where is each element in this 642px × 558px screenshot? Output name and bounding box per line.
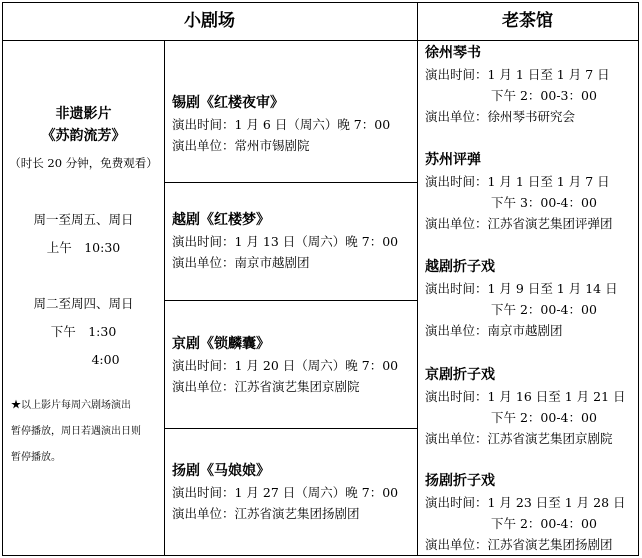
show-unit: 演出单位：江苏省演艺集团京剧院 xyxy=(172,379,360,394)
schedule2-days: 周二至周四、周日 xyxy=(33,296,134,311)
film-note-line1: ★以上影片每周六剧场演出 xyxy=(11,400,131,411)
teahouse-title: 苏州评弹 xyxy=(425,152,481,168)
show-divider-1 xyxy=(164,182,417,183)
show-4 xyxy=(172,460,416,524)
film-cell xyxy=(3,41,164,555)
teahouse-time: 演出时间：1 月 1 日至 1 月 7 日 xyxy=(425,174,610,189)
show-unit: 演出单位：南京市越剧团 xyxy=(172,255,310,270)
teahouse-3 xyxy=(425,256,637,341)
teahouse-time: 演出时间：1 月 23 日至 1 月 28 日 xyxy=(425,495,626,510)
teahouse-time2: 下午 2：00-4：00 xyxy=(491,410,597,425)
teahouse-time: 演出时间：1 月 1 日至 1 月 7 日 xyxy=(425,67,610,82)
header-small-theater: 小剧场 xyxy=(184,11,235,31)
teahouse-time: 演出时间：1 月 9 日至 1 月 14 日 xyxy=(425,281,618,296)
teahouse-4 xyxy=(425,364,637,449)
teahouse-title: 徐州琴书 xyxy=(425,45,481,61)
teahouse-title: 越剧折子戏 xyxy=(425,259,495,275)
show-title: 锡剧《红楼夜审》 xyxy=(172,95,284,111)
teahouse-time: 演出时间：1 月 16 日至 1 月 21 日 xyxy=(425,389,626,404)
show-time: 演出时间：1 月 6 日（周六）晚 7：00 xyxy=(172,117,391,132)
show-time: 演出时间：1 月 20 日（周六）晚 7：00 xyxy=(172,358,399,373)
teahouse-title: 京剧折子戏 xyxy=(425,367,495,383)
film-note-line3: 暂停播放。 xyxy=(11,452,61,463)
show-unit: 演出单位：江苏省演艺集团扬剧团 xyxy=(172,506,360,521)
teahouse-unit: 演出单位：徐州琴书研究会 xyxy=(425,109,576,124)
show-time: 演出时间：1 月 27 日（周六）晚 7：00 xyxy=(172,485,399,500)
film-title: 非遗影片 xyxy=(55,106,112,122)
teahouse-time2: 下午 2：00-4：00 xyxy=(491,516,597,531)
show-time: 演出时间：1 月 13 日（周六）晚 7：00 xyxy=(172,234,399,249)
teahouse-time2: 下午 2：00-4：00 xyxy=(491,302,597,317)
teahouse-5 xyxy=(425,470,637,555)
show-3 xyxy=(172,333,416,397)
show-title: 越剧《红楼梦》 xyxy=(172,212,270,228)
header-old-teahouse: 老茶馆 xyxy=(502,11,553,31)
schedule1-time: 上午 10:30 xyxy=(46,240,121,255)
schedule2-time-a: 下午 1:30 xyxy=(50,324,117,339)
teahouse-title: 扬剧折子戏 xyxy=(425,473,495,489)
schedule1-days: 周一至周五、周日 xyxy=(33,212,134,227)
teahouse-unit: 演出单位：南京市越剧团 xyxy=(425,323,563,338)
show-unit: 演出单位：常州市锡剧院 xyxy=(172,138,310,153)
table-border-bottom xyxy=(2,555,639,556)
teahouse-time2: 下午 2：00-3：00 xyxy=(491,88,597,103)
film-name: 《苏韵流芳》 xyxy=(41,128,126,144)
show-1 xyxy=(172,92,416,156)
teahouse-unit: 演出单位：江苏省演艺集团评弹团 xyxy=(425,216,613,231)
teahouse-2 xyxy=(425,149,637,234)
show-title: 扬剧《马娘娘》 xyxy=(172,463,270,479)
teahouse-unit: 演出单位：江苏省演艺集团京剧院 xyxy=(425,431,613,446)
teahouse-1 xyxy=(425,42,637,127)
film-duration: （时长 20 分钟，免费观看） xyxy=(9,156,158,170)
schedule2-time-b: 4:00 xyxy=(91,352,120,367)
show-2 xyxy=(172,209,416,273)
column-divider-film xyxy=(164,40,165,556)
film-note-line2: 暂停播放，周日若遇演出日则 xyxy=(11,426,141,437)
show-divider-3 xyxy=(164,428,417,429)
column-divider-main xyxy=(417,2,418,556)
show-title: 京剧《锁麟囊》 xyxy=(172,336,270,352)
table-border-right xyxy=(638,2,639,556)
teahouse-time2: 下午 3：00-4：00 xyxy=(491,195,597,210)
show-divider-2 xyxy=(164,300,417,301)
teahouse-unit: 演出单位：江苏省演艺集团扬剧团 xyxy=(425,537,613,552)
